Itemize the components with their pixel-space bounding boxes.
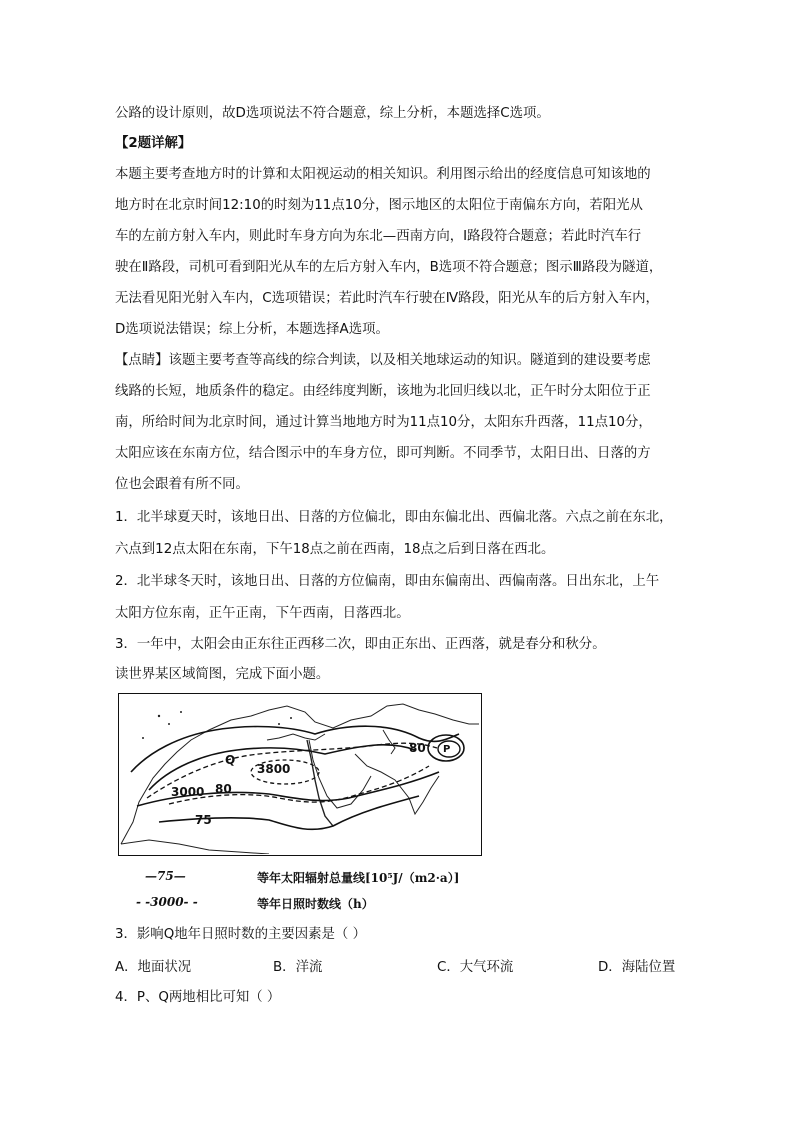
map-label-80-a: 80 <box>215 782 232 796</box>
map-label-p: P <box>443 744 451 755</box>
south-coast <box>121 840 269 854</box>
section-heading: 【2题详解】 <box>115 136 192 151</box>
option-c[interactable]: C．大气环流 <box>437 960 514 975</box>
text-line: 公路的设计原则，故D选项说法不符合题意，综上分析，本题选择C选项。 <box>115 106 550 121</box>
text-line: 驶在Ⅱ路段，司机可看到阳光从车的左后方射入车内，B选项不符合题意；图示Ⅲ路段为隧道， <box>115 260 663 275</box>
text-line: 南，所给时间为北京时间，通过计算当地地方时为11点10分，太阳东升西落，11点10分， <box>115 415 652 430</box>
text-line: 【点睛】该题主要考查等高线的综合判读，以及相关地球运动的知识。隧道到的建设要考虑 <box>115 353 651 368</box>
legend-sunshine-symbol: - -3000- - <box>136 895 198 909</box>
text-line: 太阳应该在东南方位，结合图示中的车身方位，即可判断。不同季节，太阳日出、日落的方 <box>115 446 651 461</box>
mediterranean-coast <box>267 734 325 740</box>
text-line: 无法看见阳光射入车内，C选项错误；若此时汽车行驶在Ⅳ路段，阳光从车的后方射入车内， <box>115 291 659 306</box>
text-line: 线路的长短，地质条件的稳定。由经纬度判断，该地为北回归线以北，正午时分太阳位于正 <box>115 384 651 399</box>
text-line: 六点到12点太阳在东南，下午18点之前在西南，18点之后到日落在西北。 <box>115 542 555 557</box>
text-line: 1．北半球夏天时，该地日出、日落的方位偏北，即由东偏北出、西偏北落。六点之前在东北， <box>115 510 673 525</box>
map-label-80-b: 80 <box>409 741 426 755</box>
india-coast <box>355 754 439 814</box>
legend-sunshine-label: 等年日照时数线（h） <box>257 897 374 911</box>
legend-sunshine <box>136 895 374 911</box>
legend-radiation-label: 等年太阳辐射总量线[10⁵J/（m2·a）] <box>257 871 460 885</box>
text-line: 太阳方位东南，正午正南，下午西南，日落西北。 <box>115 606 410 621</box>
map-svg <box>119 694 480 854</box>
text-line: 车的左前方射入车内，则此时车身方向为东北—西南方向，Ⅰ路段符合题意；若此时汽车行 <box>115 229 642 244</box>
text-line: 2．北半球冬天时，该地日出、日落的方位偏南，即由东偏南出、西偏南落。日出东北，上午 <box>115 574 660 589</box>
text-line: 地方时在北京时间12:10的时刻为11点10分，图示地区的太阳位于南偏东方向，若阳光从 <box>115 198 643 213</box>
option-a[interactable]: A．地面状况 <box>115 960 192 975</box>
question-4: 4．P、Q两地相比可知（ ） <box>115 990 281 1005</box>
text-line: 3．一年中，太阳会由正东往正西移二次，即由正东出、正西落，就是春分和秋分。 <box>115 637 606 652</box>
world-region-map <box>118 693 482 856</box>
text-line: 本题主要考查地方时的计算和太阳视运动的相关知识。利用图示给出的经度信息可知该地的 <box>115 167 651 182</box>
question-3: 3．影响Q地年日照时数的主要因素是（ ） <box>115 927 366 942</box>
map-label-75: 75 <box>195 813 212 827</box>
text-line: D选项说法错误；综上分析，本题选择A选项。 <box>115 322 389 337</box>
legend-radiation-symbol: —75— <box>145 869 186 883</box>
legend-radiation <box>145 869 460 885</box>
option-b[interactable]: B．洋流 <box>273 960 323 975</box>
text-line: 读世界某区域简图，完成下面小题。 <box>115 667 330 682</box>
gulf-coast <box>383 730 395 754</box>
option-d[interactable]: D．海陆位置 <box>598 960 676 975</box>
map-label-q: Q <box>225 753 236 767</box>
text-line: 位也会跟着有所不同。 <box>115 477 249 492</box>
coastline <box>121 704 479 844</box>
map-label-3800: 3800 <box>257 762 291 776</box>
map-label-3000: 3000 <box>171 785 205 799</box>
